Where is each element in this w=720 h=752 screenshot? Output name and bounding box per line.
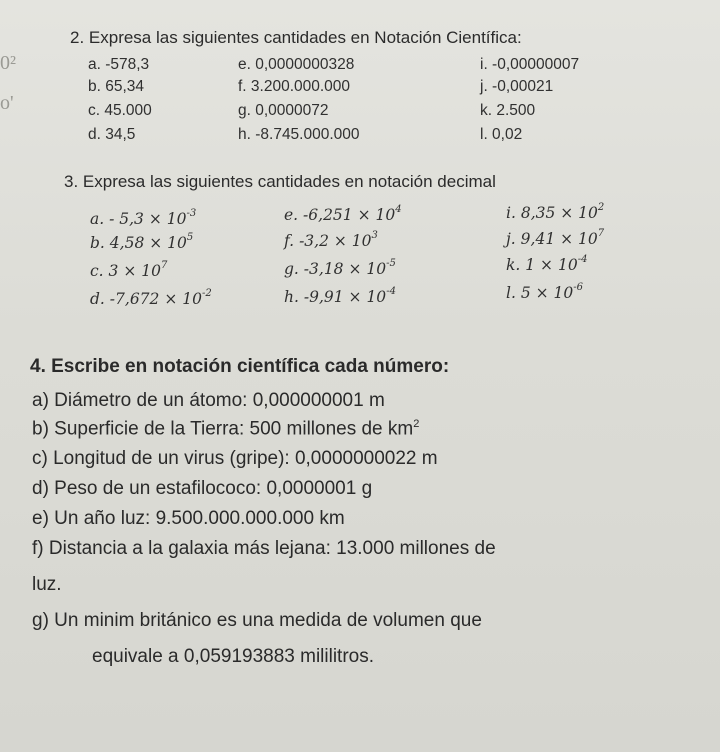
item-exponent: -2 bbox=[201, 288, 212, 299]
list-item: h. -8.745.000.000 bbox=[238, 126, 360, 143]
list-item bbox=[506, 256, 587, 274]
item-label: j. bbox=[506, 230, 516, 249]
list-item: e. 0,0000000328 bbox=[238, 56, 355, 73]
list-item bbox=[506, 204, 604, 222]
item-exponent: -4 bbox=[577, 254, 588, 265]
item-label: d. bbox=[90, 290, 105, 309]
list-item bbox=[284, 206, 402, 224]
list-item-text: b) Superficie de la Tierra: 500 millones de km bbox=[32, 418, 414, 440]
list-item: i. -0,00000007 bbox=[480, 56, 580, 73]
list-item: g. 0,0000072 bbox=[238, 102, 329, 119]
list-item: d. 34,5 bbox=[88, 126, 136, 143]
item-value: -9,91 × 10 bbox=[303, 288, 387, 307]
item-label: b. bbox=[90, 234, 105, 253]
list-item: luz. bbox=[32, 574, 62, 595]
list-item: c) Longitud de un virus (gripe): 0,0000000022 m bbox=[32, 448, 438, 469]
item-label: l. bbox=[506, 284, 516, 303]
list-item bbox=[90, 234, 193, 252]
list-item: a) Diámetro de un átomo: 0,000000001 m bbox=[32, 390, 385, 411]
section-4-title: 4. Escribe en notación científica cada número: bbox=[30, 356, 450, 377]
item-value: 9,41 × 10 bbox=[520, 230, 598, 249]
item-label: h. bbox=[284, 288, 299, 307]
list-item: c. 45.000 bbox=[88, 102, 152, 119]
item-value: -7,672 × 10 bbox=[109, 290, 202, 309]
item-value: 3 × 10 bbox=[108, 262, 161, 281]
item-exponent: -5 bbox=[386, 258, 396, 269]
item-exponent: -3 bbox=[186, 208, 197, 219]
list-item: l. 0,02 bbox=[480, 126, 523, 143]
list-item bbox=[284, 260, 396, 278]
list-item: g) Un minim británico es una medida de volumen que bbox=[32, 610, 482, 631]
list-item: b. 65,34 bbox=[88, 78, 145, 95]
item-label: e. bbox=[284, 206, 299, 225]
item-label: k. bbox=[506, 256, 521, 275]
item-exponent: 5 bbox=[186, 232, 194, 243]
list-item: f) Distancia a la galaxia más lejana: 13.000 millones de bbox=[32, 538, 496, 559]
margin-mark: 0² bbox=[0, 52, 16, 74]
item-label: f. bbox=[284, 232, 295, 251]
item-value: -3,2 × 10 bbox=[299, 232, 372, 251]
list-item: e) Un año luz: 9.500.000.000.000 km bbox=[32, 508, 345, 529]
item-value: 8,35 × 10 bbox=[520, 204, 598, 223]
item-exponent: 7 bbox=[597, 228, 605, 239]
item-value: 1 × 10 bbox=[525, 256, 578, 275]
list-item bbox=[90, 262, 167, 280]
list-item: j. -0,00021 bbox=[480, 78, 554, 95]
list-item bbox=[506, 230, 604, 248]
list-item bbox=[284, 288, 396, 306]
margin-mark: o' bbox=[0, 92, 14, 114]
item-label: a. bbox=[90, 210, 105, 229]
item-exponent: 3 bbox=[371, 230, 378, 241]
item-value: -3,18 × 10 bbox=[303, 260, 387, 279]
list-item bbox=[32, 418, 419, 440]
list-item bbox=[90, 290, 212, 308]
item-exponent: -6 bbox=[573, 282, 584, 293]
list-item: d) Peso de un estafilococo: 0,0000001 g bbox=[32, 478, 373, 499]
item-value: 5 × 10 bbox=[520, 284, 574, 303]
item-value: 4,58 × 10 bbox=[109, 234, 187, 253]
list-item: equivale a 0,059193883 mililitros. bbox=[92, 646, 375, 667]
item-label: g. bbox=[284, 260, 299, 279]
section-2-title: 2. Expresa las siguientes cantidades en Notación Científica: bbox=[70, 28, 522, 47]
list-item: a. -578,3 bbox=[88, 56, 150, 73]
list-item: k. 2.500 bbox=[480, 102, 536, 119]
item-value: - 5,3 × 10 bbox=[109, 210, 187, 229]
item-label: i. bbox=[506, 204, 516, 223]
item-exponent: -4 bbox=[386, 286, 396, 297]
list-item: f. 3.200.000.000 bbox=[238, 78, 351, 95]
item-exponent: 4 bbox=[395, 204, 402, 215]
item-label: c. bbox=[90, 262, 104, 281]
item-value: -6,251 × 10 bbox=[303, 206, 396, 225]
item-exponent: 7 bbox=[160, 260, 168, 271]
list-item bbox=[90, 210, 196, 228]
item-exponent: 2 bbox=[597, 202, 605, 213]
list-item bbox=[506, 284, 583, 302]
list-item bbox=[284, 232, 378, 250]
km-exponent: 2 bbox=[413, 418, 420, 430]
section-3-title: 3. Expresa las siguientes cantidades en notación decimal bbox=[64, 172, 496, 191]
